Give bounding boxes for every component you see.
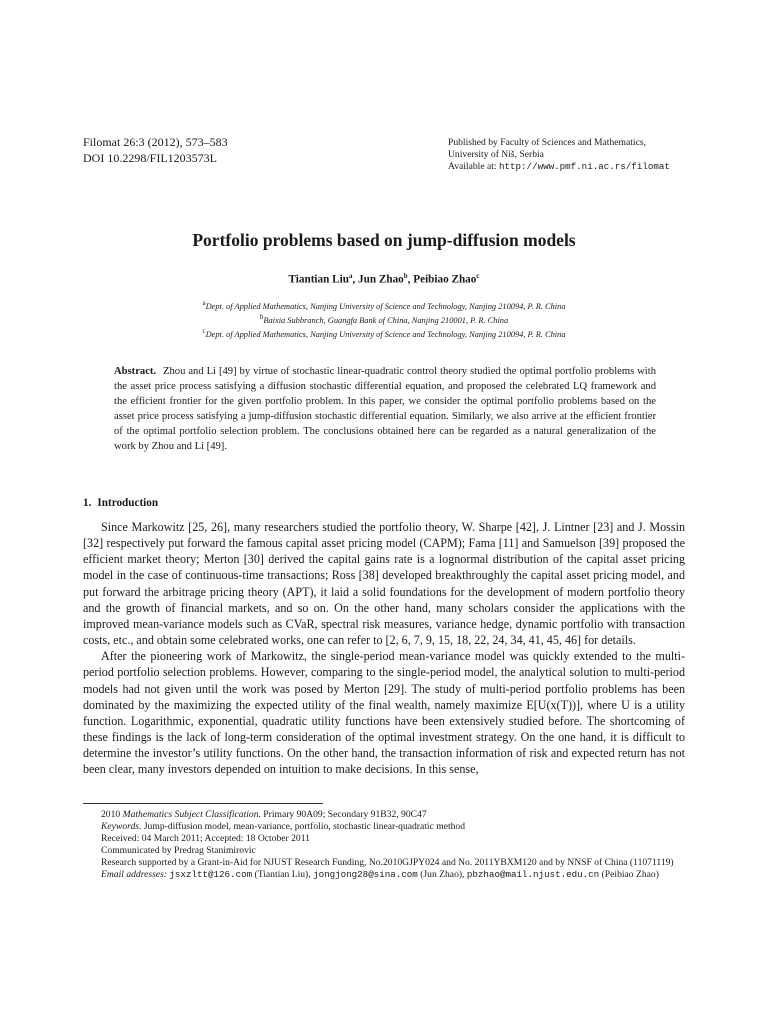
author-mark: b: [403, 272, 408, 280]
msc-footnote: [83, 809, 685, 821]
affiliation: [0, 298, 768, 312]
section-number: 1.: [83, 497, 92, 509]
email-owner: (Jun Zhao),: [420, 869, 465, 881]
author-name: Tiantian Liu: [288, 273, 349, 286]
affiliation-mark: c: [202, 326, 206, 335]
university-line: University of Niš, Serbia: [448, 149, 544, 160]
paragraph: After the pioneering work of Markowitz, the single-period mean-variance model was quickly extended to the multi-period portfolio selection problems. However, comparing to the single-period model, the analytical solution to multi-period models had not given until the work was posed by Merton [29]. The study of multi-period portfolio problems has been dominated by the maximizing the expected utility of the final wealth, namely maximize E[U(x(T))], where U is a utility function. Logarithmic, exponential, quadratic utility functions have been extensively studied before. The shortcoming of these findings is the lack of long-term consideration of the optimal investment strategy. On the one hand, it is difficult to determine the investor’s utility functions. On the other hand, the transaction information of risk and expected return has not been clear, many investors depended on intuition to make decisions. In this sense,: [83, 649, 685, 777]
email-footnote: [83, 869, 685, 881]
author-list: Tiantian Liu$^a$, Jun Zhao$^b$, Peibiao Zhao$^c$: [288, 272, 480, 286]
journal-url-link[interactable]: http://www.pmf.ni.ac.rs/filomat: [498, 161, 670, 172]
keywords-label: Keywords: [101, 821, 140, 833]
affiliation: [0, 312, 768, 326]
paper-title: Portfolio problems based on jump-diffusion models: [192, 230, 576, 250]
journal-citation: Filomat 26:3 (2012), 573–583: [83, 135, 228, 149]
email-owner: (Tiantian Liu),: [254, 869, 311, 881]
author-name: Peibiao Zhao: [413, 273, 477, 286]
author-mark: a: [348, 272, 353, 280]
section-body: [83, 519, 685, 778]
abstract-text: Zhou and Li [49] by virtue of stochastic linear-quadratic control theory studied the optimal portfolio problems with the asset price process satisfying a diffusion stochastic differential equation, and proposed the celebrated LQ framework and the efficient frontier for the given portfolio problem. In this paper, we consider the optimal portfolio problems based on the asset price process satisfying a jump-diffusion stochastic differential equation. Similarly, we also arrive at the efficient frontier of the optimal portfolio selection problem. The conclusions obtained here can be regarded as a natural generalization of the work by Zhou and Li [49].: [114, 366, 656, 453]
affiliation-text: Dept. of Applied Mathematics, Nanjing University of Science and Technology, Nanjing 210094, P. R. China: [205, 329, 566, 339]
msc-label: Mathematics Subject Classification: [122, 809, 259, 820]
keywords-text: . Jump-diffusion model, mean-variance, portfolio, stochastic linear-quadratic method: [139, 821, 466, 833]
abstract-label: Abstract.: [114, 366, 157, 377]
email-link[interactable]: pbzhao@mail.njust.edu.cn: [466, 869, 600, 881]
affiliation: [0, 326, 768, 340]
email-label: Email addresses:: [101, 869, 167, 881]
email-link[interactable]: jsxzltt@126.com: [169, 869, 253, 881]
funding-footnote: Research supported by a Grant-in-Aid for NJUST Research Funding, No.2010GJPY024 and No. 2011YBXM120 and by NNSF of China (11071119): [101, 857, 674, 869]
msc-codes: . Primary 90A09; Secondary 91B32, 90C47: [258, 809, 427, 820]
communicated-footnote: Communicated by Predrag Stanimirovic: [101, 845, 256, 857]
footnote-rule: [83, 803, 323, 804]
journal-header: [83, 134, 228, 166]
footnotes: [83, 809, 685, 882]
affiliation-mark: a: [202, 299, 206, 307]
msc-year: 2010: [101, 809, 121, 820]
keywords-footnote: [83, 821, 685, 833]
paragraph: Since Markowitz [25, 26], many researchers studied the portfolio theory, W. Sharpe [42], J. Lintner [23] and J. Mossin [32] respectively put forward the famous capital asset pricing model (CAPM); Fama [11] and Samuelson [39] proposed the efficient market theory; Merton [30] derived the capital gains rate is a lognormal distribution of the capital asset pricing model in the case of continuous-time transactions; Ross [38] developed breakthroughly the capital asset pricing model, and put forward the arbitrage pricing theory (APT), it laid a solid foundations for the development of modern portfolio theory and the growth of financial markets, and so on. On the other hand, many scholars consider the applications with the improved mean-variance models such as CVaR, spectral risk measures, variance hedge, dynamic portfolio with transaction costs, etc., and obtain some celebrated works, one can refer to [2, 6, 7, 9, 15, 18, 22, 24, 34, 41, 45, 46] for details.: [83, 520, 685, 648]
availability-line: [448, 161, 670, 173]
affiliation-list: [0, 298, 768, 339]
affiliation-mark: b: [259, 312, 264, 321]
abstract: [114, 364, 656, 454]
author-name: Jun Zhao: [358, 273, 404, 286]
doi: DOI 10.2298/FIL1203573L: [83, 151, 217, 165]
received-footnote: Received: 04 March 2011; Accepted: 18 October 2011: [101, 833, 310, 845]
publisher-line: Published by Faculty of Sciences and Mathematics,: [448, 137, 646, 148]
section-heading: [83, 497, 158, 509]
email-link[interactable]: jongjong28@sina.com: [313, 869, 418, 881]
affiliation-text: Dept. of Applied Mathematics, Nanjing University of Science and Technology, Nanjing 210094, P. R. China: [205, 301, 566, 311]
available-label: Available at:: [448, 161, 497, 172]
publisher-header: [448, 137, 670, 173]
email-owner: (Peibiao Zhao): [601, 869, 659, 881]
author-mark: c: [476, 272, 480, 280]
affiliation-text: Baixia Subbranch, Guangfa Bank of China, Nanjing 210001, P. R. China: [263, 315, 509, 325]
section-title: Introduction: [97, 497, 159, 509]
